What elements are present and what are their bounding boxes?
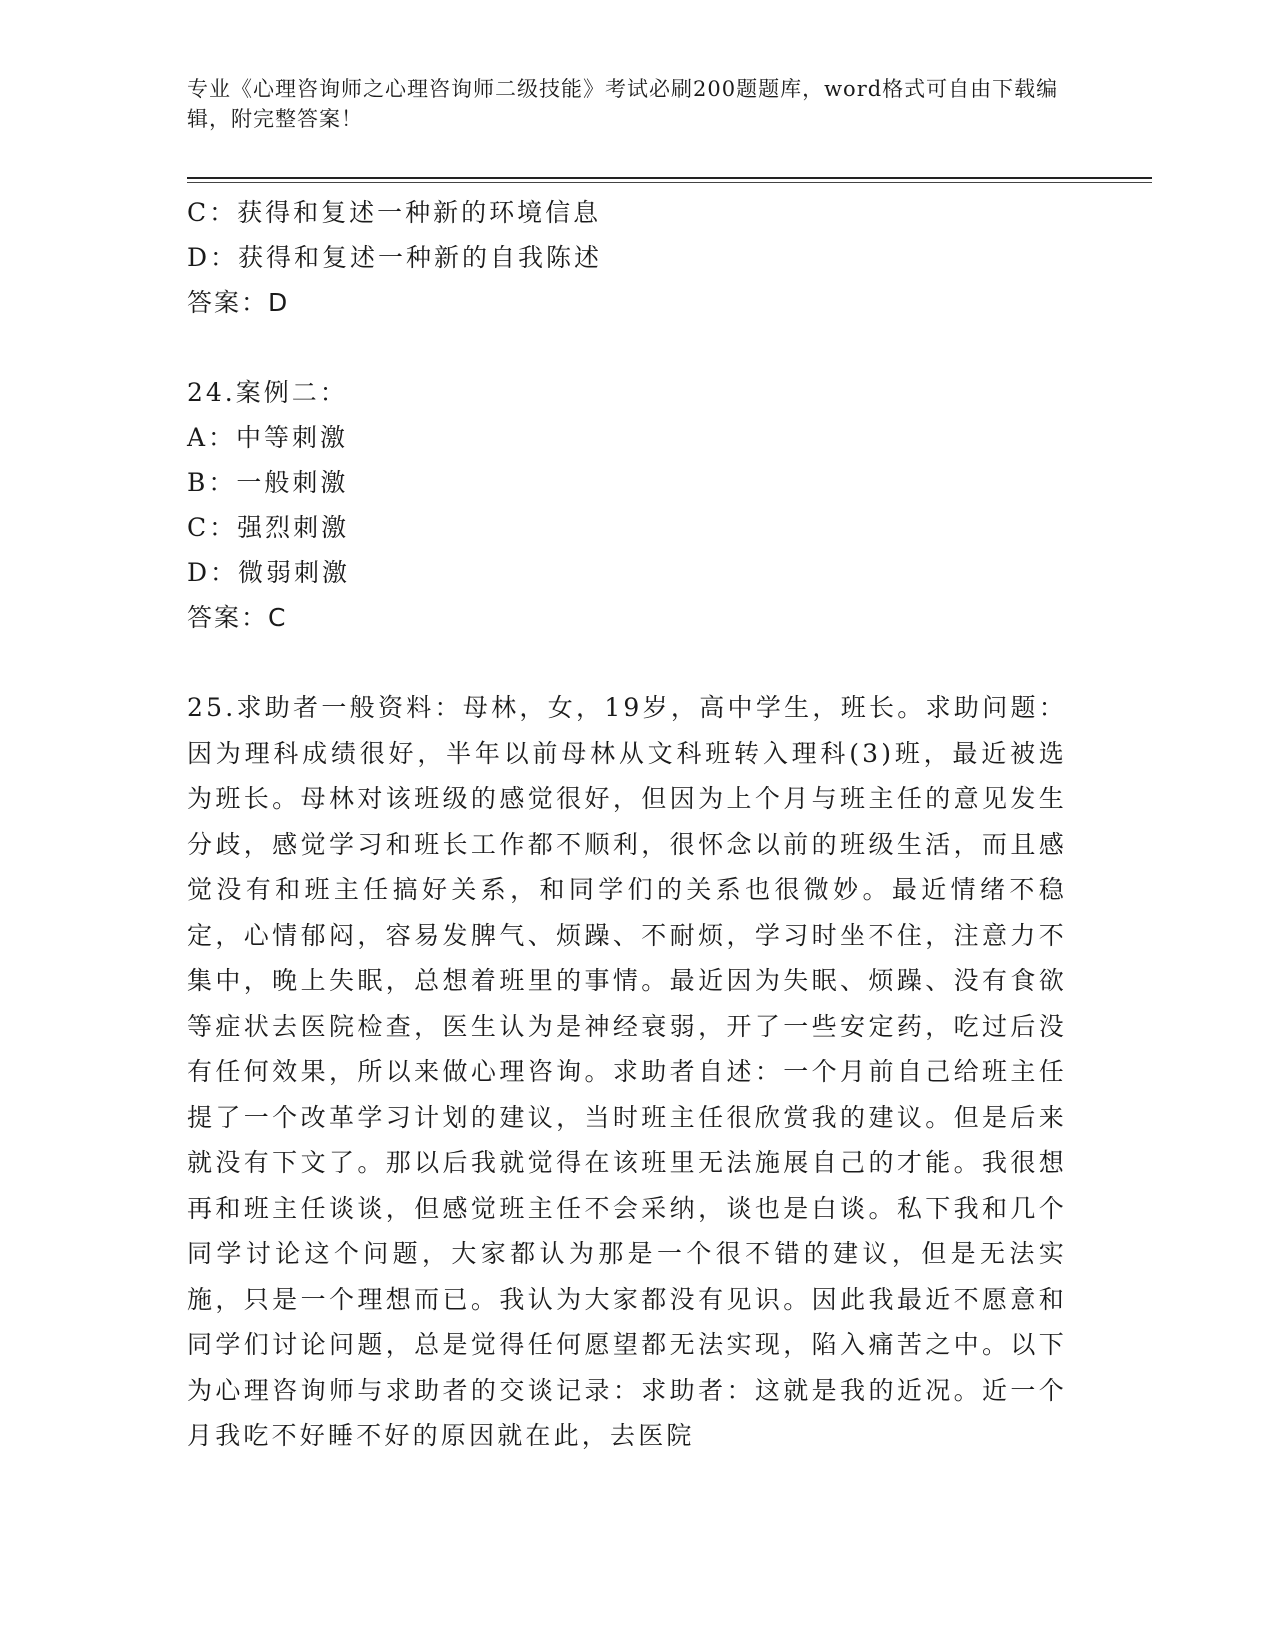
q24-option-c: C：强烈刺激 bbox=[187, 513, 350, 542]
q25-stem: 25.求助者一般资料：母林，女，19岁，高中学生，班长。求助问题：因为理科成绩很好，半年以前母林从文科班转入理科(3)班，最近被选为班长。母林对该班级的感觉很好，但因为上个月与班主任的意见发生分歧，感觉学习和班长工作都不顺利，很怀念以前的班级生活，而且感觉没有和班主任搞好关系，和同学们的关系也很微妙。最近情绪不稳定，心情郁闷，容易发脾气、烦躁、不耐烦，学习时坐不住，注意力不集中，晚上失眠，总想着班里的事情。最近因为失眠、烦躁、没有食欲等症状去医院检查，医生认为是神经衰弱，开了一些安定药，吃过后没有任何效果，所以来做心理咨询。求助者自述：一个月前自己给班主任提了一个改革学习计划的建议，当时班主任很欣赏我的建议。但是后来就没有下文了。那以后我就觉得在该班里无法施展自己的才能。我很想再和班主任谈谈，但感觉班主任不会采纳，谈也是白谈。私下我和几个同学讨论这个问题，大家都认为那是一个很不错的建议，但是无法实施，只是一个理想而已。我认为大家都没有见识。因此我最近不愿意和同学们讨论问题，总是觉得任何愿望都无法实现，陷入痛苦之中。以下为心理咨询师与求助者的交谈记录：求助者：这就是我的近况。近一个月我吃不好睡不好的原因就在此，去医院 bbox=[187, 693, 1067, 1450]
q23-answer: 答案：D bbox=[187, 288, 290, 317]
q24-option-a: A：中等刺激 bbox=[187, 423, 349, 452]
header-divider-thick bbox=[187, 177, 1152, 179]
q24-option-d: D：微弱刺激 bbox=[187, 558, 351, 587]
q23-option-d: D：获得和复述一种新的自我陈述 bbox=[187, 243, 603, 272]
document-body bbox=[187, 190, 1067, 1459]
spacer bbox=[187, 325, 1067, 370]
header-divider-thin bbox=[187, 182, 1152, 183]
q24-stem: 24.案例二： bbox=[187, 378, 348, 407]
q24-answer: 答案：C bbox=[187, 603, 288, 632]
document-header: 专业《心理咨询师之心理咨询师二级技能》考试必刷200题题库，word格式可自由下载编辑，附完整答案！ bbox=[187, 77, 1059, 131]
q23-option-c: C：获得和复述一种新的环境信息 bbox=[187, 198, 602, 227]
q24-option-b: B：一般刺激 bbox=[187, 468, 349, 497]
spacer bbox=[187, 640, 1067, 685]
